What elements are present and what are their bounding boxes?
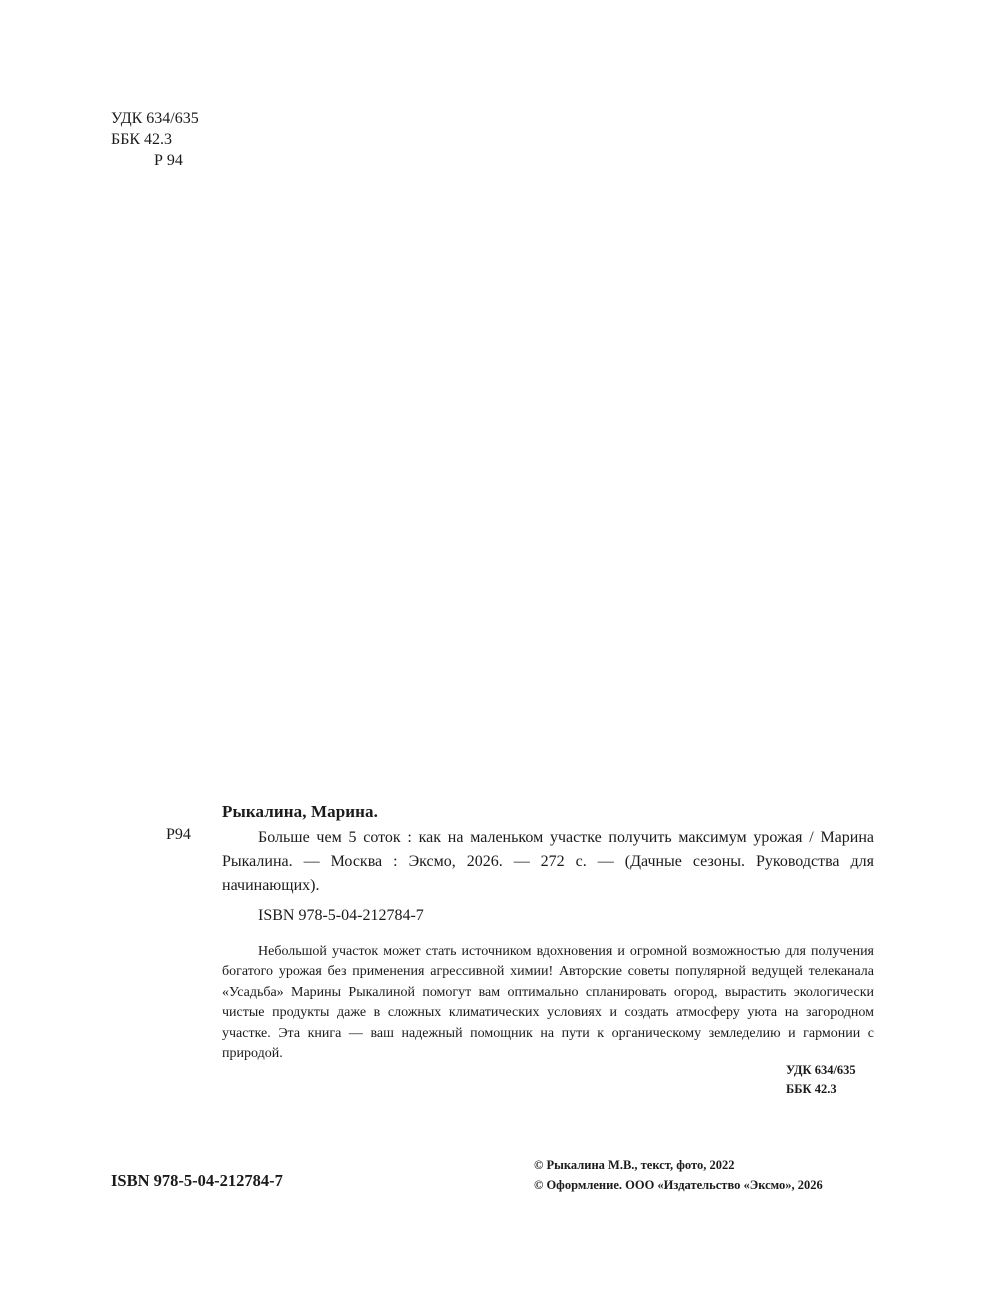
entry-description: Больше чем 5 соток : как на маленьком участке получить максимум урожая / Марина Рыкалина. — Москва : Эксмо, 2026. — 272 с. — (Дачные сезоны. Руководства для начинающих). bbox=[222, 829, 874, 894]
entry-udk: УДК 634/635 bbox=[786, 1063, 856, 1077]
udk-code: УДК 634/635 bbox=[111, 110, 199, 127]
entry-bbk: ББК 42.3 bbox=[786, 1082, 837, 1096]
bbk-code: ББК 42.3 bbox=[111, 131, 173, 148]
entry-isbn: ISBN 978-5-04-212784-7 bbox=[258, 907, 424, 924]
footer-isbn: ISBN 978-5-04-212784-7 bbox=[111, 1171, 283, 1190]
copyright-author: © Рыкалина М.В., текст, фото, 2022 bbox=[534, 1158, 735, 1172]
entry-classification bbox=[786, 1061, 856, 1099]
classification-block bbox=[111, 108, 199, 171]
copyright-block bbox=[534, 1155, 823, 1195]
entry-author: Рыкалина, Марина. bbox=[222, 802, 379, 821]
copyright-design: © Оформление. ООО «Издательство «Эксмо», 2026 bbox=[534, 1178, 823, 1192]
entry-annotation: Небольшой участок может стать источником вдохновения и огромной возможностью для получения богатого урожая без применения агрессивной химии! Авторские советы популярной ведущей телеканала «Усадьба» Марины Рыкалиной помогут вам оптимально спланировать огород, вырастить экологически чистые продукты даже в сложных климатических условиях и создать атмосферу уюта на загородном участке. Эта книга — ваш надежный помощник на пути к органическому земледелию и гармонии с природой. bbox=[222, 944, 874, 1062]
entry-cutter: Р94 bbox=[166, 826, 191, 843]
cutter-code: Р 94 bbox=[154, 152, 183, 169]
